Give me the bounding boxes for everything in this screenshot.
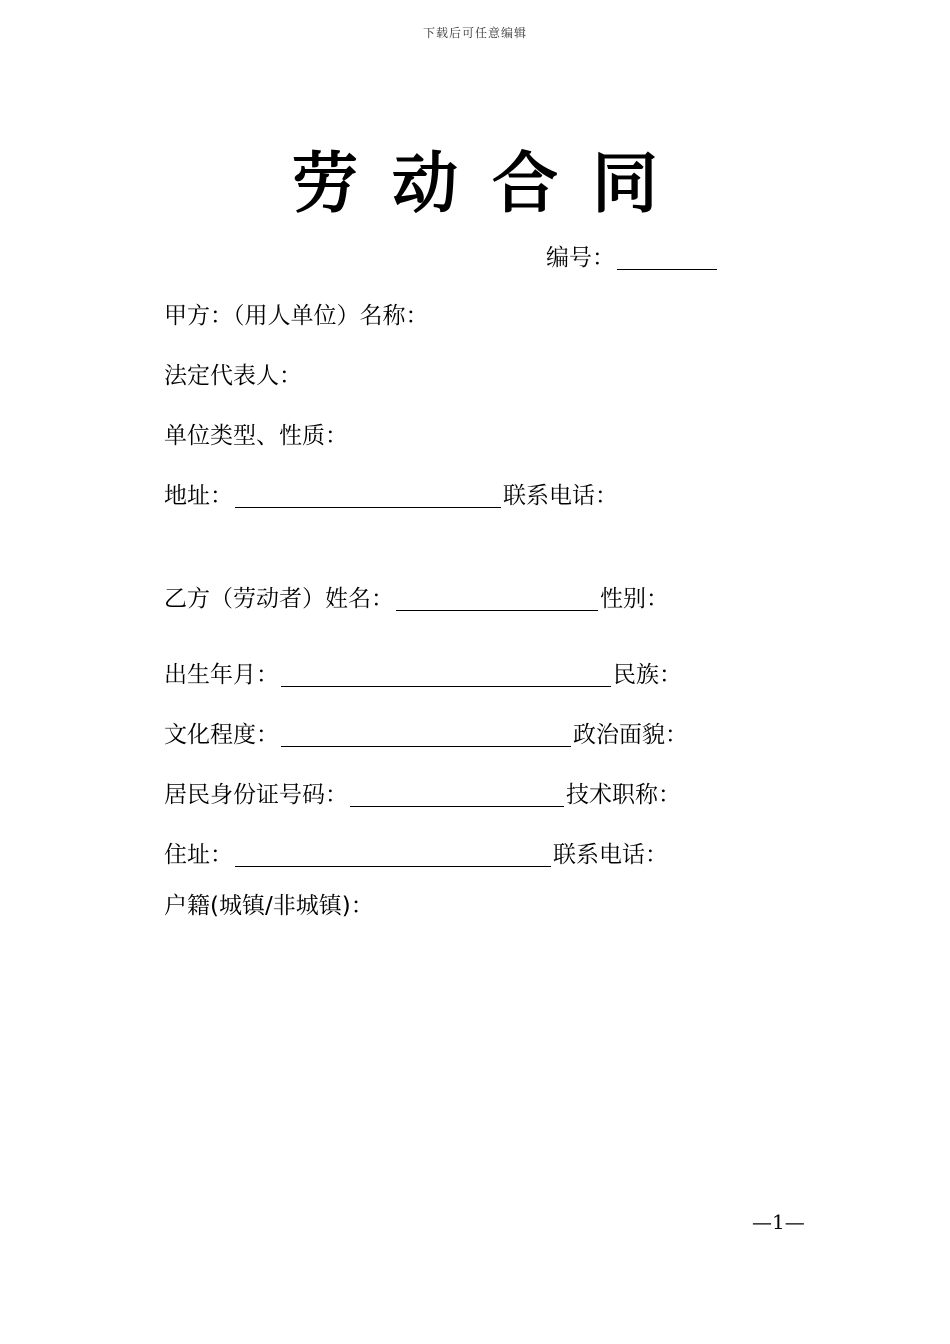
education-field[interactable] [281, 722, 571, 747]
political-label: 政治面貌： [573, 722, 688, 748]
party-a-address-label: 地址： [164, 483, 233, 509]
education-row [164, 717, 688, 749]
id-number-row [164, 777, 681, 809]
party-b-name-row [164, 581, 669, 613]
contract-number-label: 编号： [546, 245, 615, 271]
header-note: 下载后可任意编辑 [422, 26, 527, 40]
party-b-name-label: 乙方（劳动者）姓名： [164, 586, 394, 612]
party-a-address-field[interactable] [235, 483, 501, 508]
contract-number-row [546, 240, 719, 272]
residence-field[interactable] [235, 842, 551, 867]
education-label: 文化程度： [164, 722, 279, 748]
unit-type-label: 单位类型、性质： [164, 423, 348, 449]
unit-type-row [164, 418, 348, 450]
party-a-name-label: 甲方：（用人单位）名称： [164, 303, 429, 329]
household-row [164, 888, 374, 920]
birth-label: 出生年月： [164, 662, 279, 688]
party-b-phone-label: 联系电话： [553, 842, 668, 868]
party-b-name-field[interactable] [396, 586, 598, 611]
id-number-field[interactable] [350, 782, 564, 807]
birth-row [164, 657, 682, 689]
document-title: 劳动合同 [292, 145, 692, 222]
gender-label: 性别： [600, 586, 669, 612]
ethnicity-label: 民族： [613, 662, 682, 688]
legal-rep-row [164, 358, 302, 390]
residence-label: 住址： [164, 842, 233, 868]
party-a-address-row [164, 478, 618, 510]
residence-row [164, 837, 668, 869]
contract-number-field[interactable] [617, 245, 717, 270]
page-number: —1— [752, 1210, 805, 1234]
household-label: 户籍(城镇/非城镇)： [164, 893, 374, 919]
party-a-name-row [164, 298, 429, 330]
party-a-phone-label: 联系电话： [503, 483, 618, 509]
birth-field[interactable] [281, 662, 611, 687]
id-number-label: 居民身份证号码： [164, 782, 348, 808]
legal-rep-label: 法定代表人： [164, 363, 302, 389]
tech-title-label: 技术职称： [566, 782, 681, 808]
